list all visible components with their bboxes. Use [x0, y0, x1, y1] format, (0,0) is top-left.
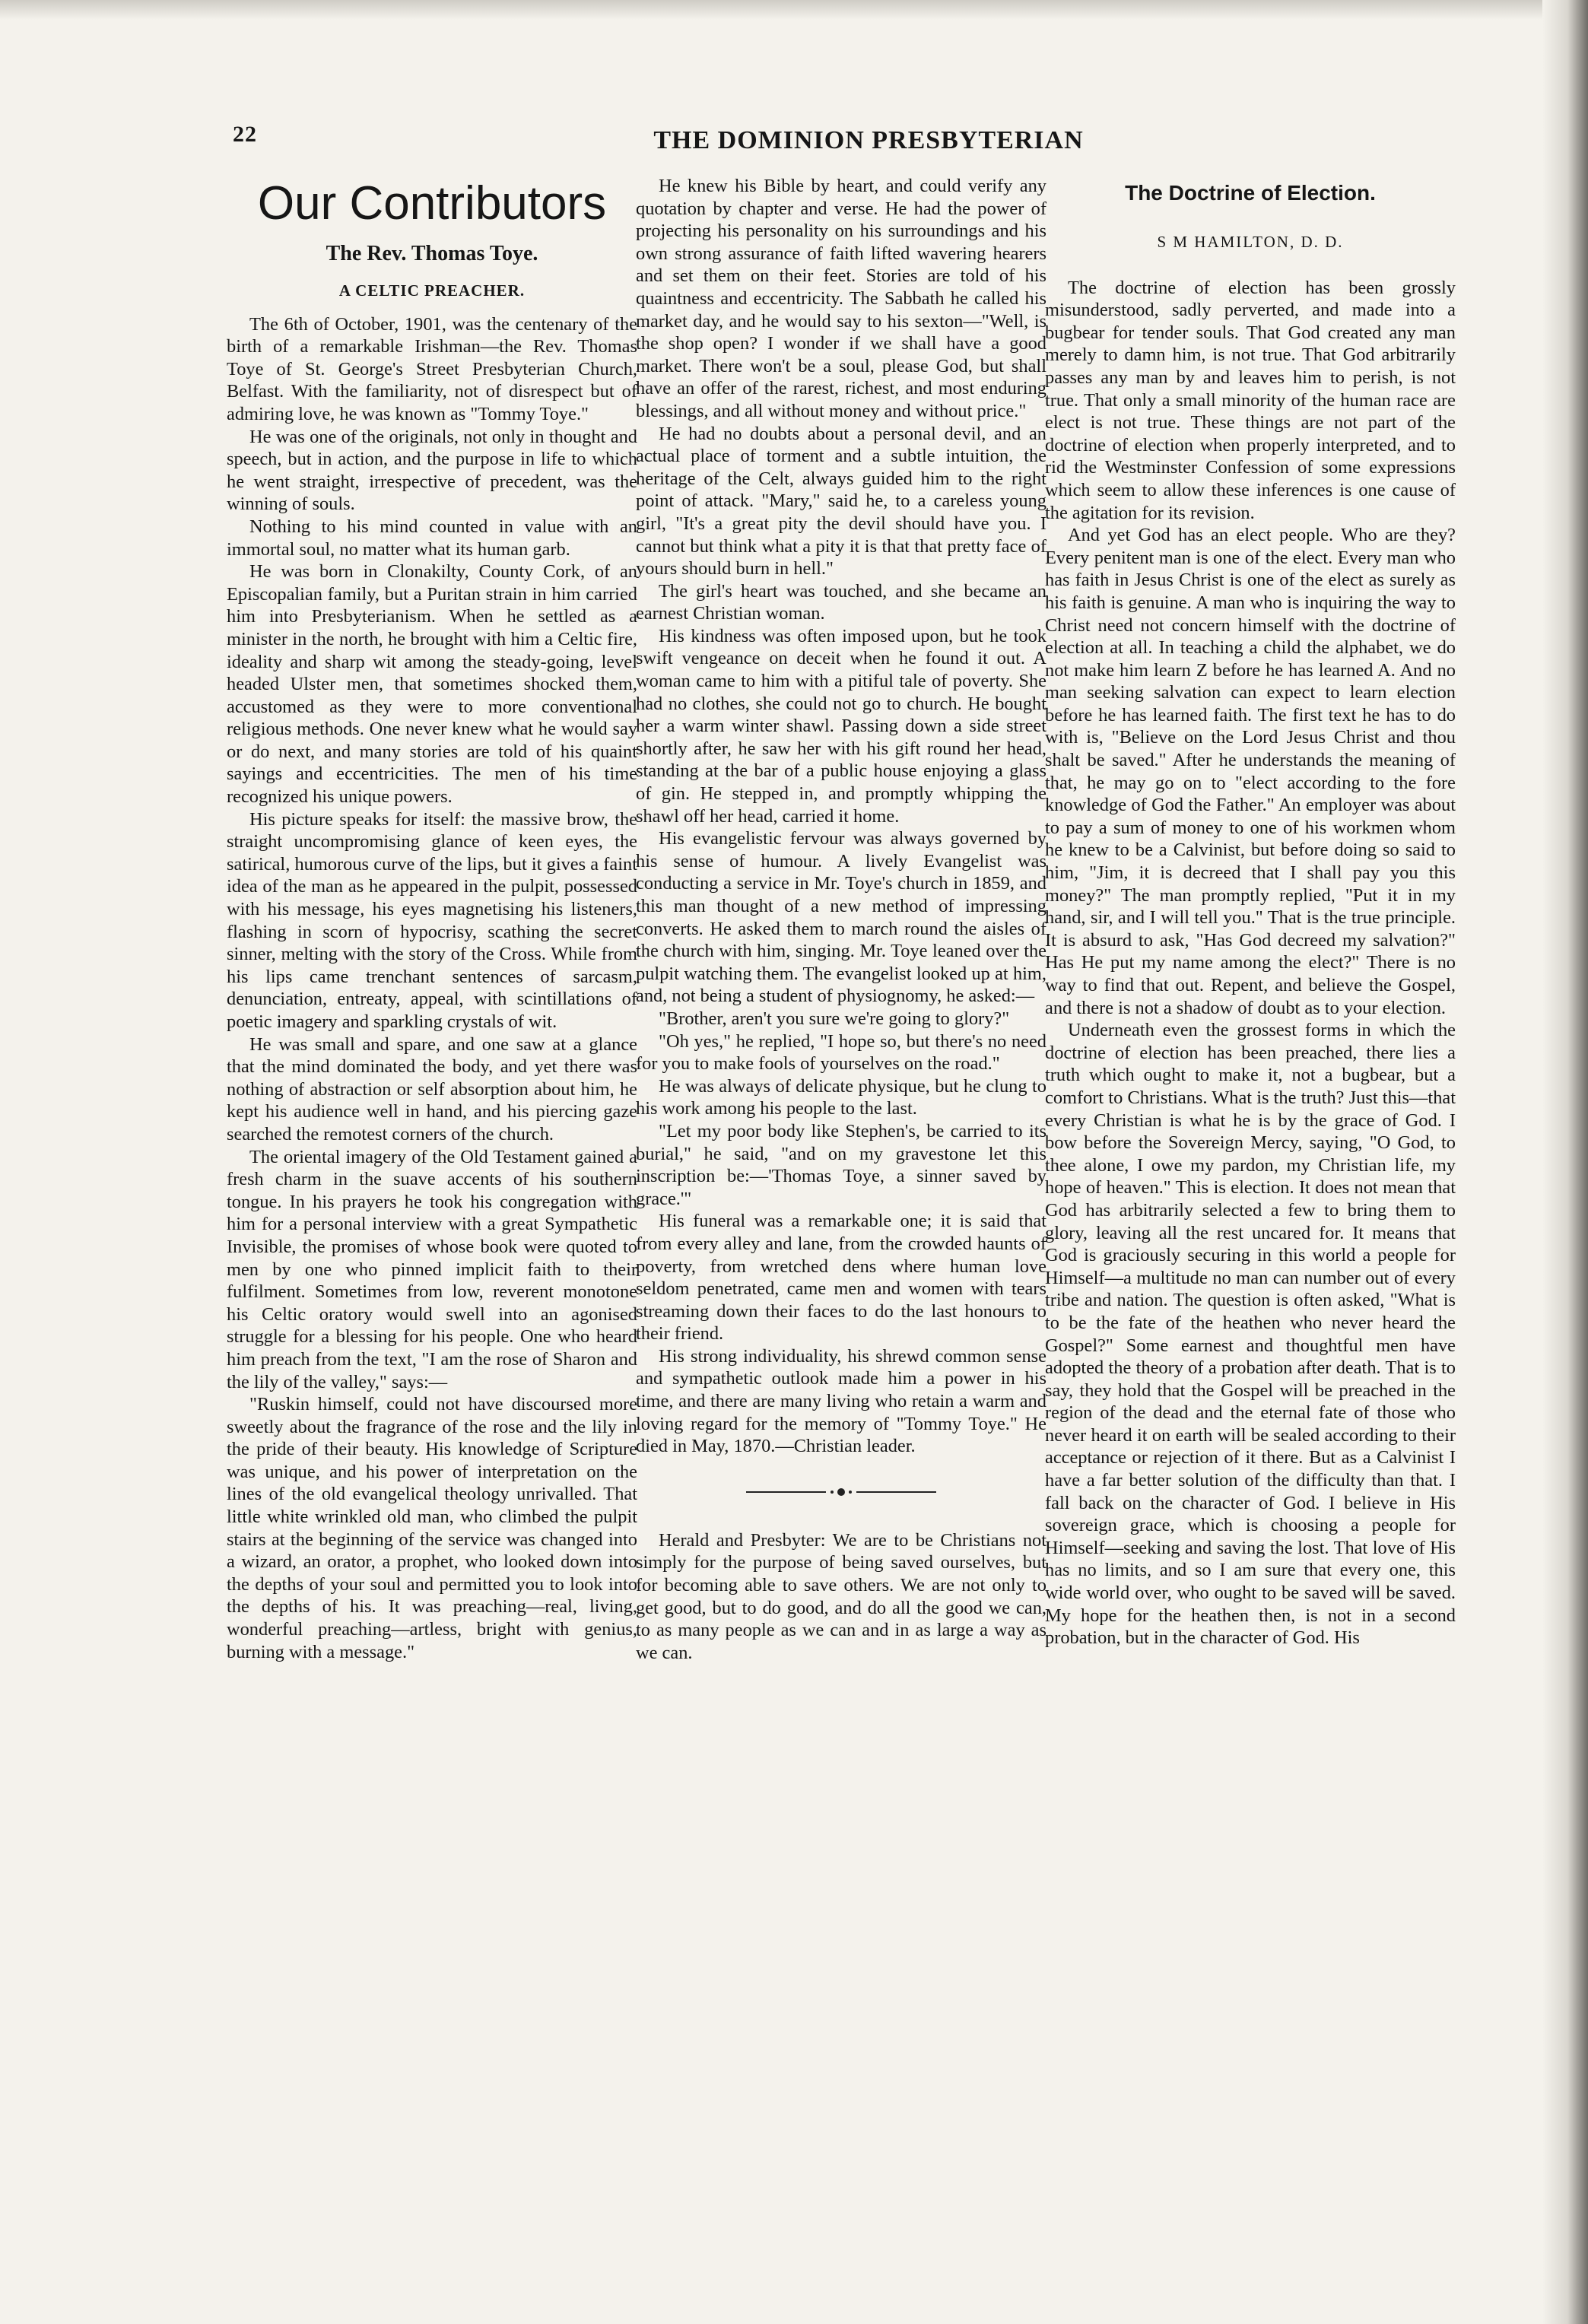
- paragraph: His picture speaks for itself: the massive brow, the straight uncompromising glance of keen eyes, the satirical, humorous curve of the lips, but it gives a faint idea of the man as he appeared in the pulpit, possessed with his message, his eyes magnetising his listeners, flashing in scorn of hypocrisy, scathing the secret sinner, melting with the story of the Cross. While from his lips came trenchant sentences of sarcasm, denunciation, entreaty, appeal, with scintillations of poetic imagery and sparkling crystals of wit.: [227, 808, 637, 1032]
- paragraph: His funeral was a remarkable one; it is said that from every alley and lane, from the crowded haunts of poverty, from wretched dens where human love seldom penetrated, came men and women with tears streaming down their faces to do the last honours to their friend.: [636, 1211, 1046, 1345]
- column-2: [636, 175, 1046, 2259]
- paragraph: He was always of delicate physique, but he clung to his work among his people to the last.: [636, 1075, 1046, 1119]
- paragraph: The doctrine of election has been grossly misunderstood, sadly perverted, and made into a bugbear for tender souls. That God created any man merely to damn him, is not true. That God arbitrarily passes any man by and leaves him to perish, is not true. That only a small minority of the human race are elect is not true. These things are not part of the doctrine of election when properly interpreted, and to rid the Westminster Confession of some expressions which seem to allow these inferences is one cause of the agitation for its revision.: [1045, 277, 1456, 523]
- paragraph: "Oh yes," he replied, "I hope so, but there's no need for you to make fools of yourselves on the road.": [636, 1030, 1046, 1075]
- paragraph: Underneath even the grossest forms in which the doctrine of election has been preached, there lies a truth which ought to make it, not a bugbear, but a comfort to Christians. What is the truth? Just this—that every Christian is what he is by the grace of God. I bow before the Sovereign Mercy, saying, "O God, to thee alone, I owe my pardon, my Christian life, my hope of heaven." This is election. It does not mean that God has arbitrarily selected a few to bring them to glory, leaving all the rest uncared for. It means that God is graciously securing in this world a people for Himself—a multitude no man can number out of every tribe and nation. The question is often asked, "What is to be the fate of the heathen who never heard the Gospel?" Some earnest and thoughtful men have adopted the theory of a probation after death. That is to say, they hold that the Gospel will be preached in the region of the dead and the eternal fate of those who never heard it on earth will be sealed according to their acceptance or rejection of it there. But as a Calvinist I have a far better solution of the difficulty than that. I fall back on the character of God. I believe in His sovereign grace, which is choosing a people for Himself—seeking and saving the lost. That love of His has no limits, and so I am sure that every one, this wide world over, who ought to be saved will be saved. My hope for the heathen then, is not in a second probation, but in the character of God. His: [1045, 1020, 1456, 1649]
- page-number: 22: [233, 122, 257, 147]
- column-1: [227, 175, 637, 2259]
- paragraph: His evangelistic fervour was always governed by his sense of humour. A lively Evangelist was conducting a service in Mr. Toye's church in 1859, and this man thought of a new method of impressing converts. He asked them to march round the aisles of the church with him, singing. Mr. Toye leaned over the pulpit watching them. The evangelist looked up at him, and, not being a student of physiognomy, he asked:—: [636, 828, 1046, 1007]
- article-subhead: A CELTIC PREACHER.: [338, 281, 526, 300]
- paragraph: The 6th of October, 1901, was the centenary of the birth of a remarkable Irishman—the Rev. Thomas Toye of St. George's Street Presbyterian Church, Belfast. With the familiarity, not of disrespect but of admiring love, he was known as "Tommy Toye.": [227, 313, 637, 424]
- article-byline: S M HAMILTON, D. D.: [1157, 233, 1344, 251]
- ornamental-divider: [746, 1485, 936, 1499]
- paragraph: Herald and Presbyter: We are to be Christians not simply for the purpose of being saved ourselves, but for becoming able to save others. We are not only to get good, but to do good, and do all the good we can, to as many people as we can and in as large a way as we can.: [636, 1529, 1046, 1663]
- paragraph: He was born in Clonakilty, County Cork, of an Episcopalian family, but a Puritan strain in him carried him into Presbyterianism. When he settled as a minister in the north, he brought with him a Celtic fire, ideality and sharp wit among the steady-going, level headed Ulster men, that sometimes shocked them, accustomed as they were to more conventional religious methods. One never knew what he would say or do next, and many stories are told of his quaint sayings and eccentricities. The men of his time recognized his unique powers.: [227, 561, 637, 808]
- paragraph: "Let my poor body like Stephen's, be carried to its burial," he said, "and on my gravestone let this inscription be:—'Thomas Toye, a sinner saved by grace.'": [636, 1120, 1046, 1209]
- paragraph: His strong individuality, his shrewd common sense and sympathetic outlook made him a power in his time, and there are many living who retain a warm and loving regard for the memory of "Tommy Toye." He died in May, 1870.—Christian leader.: [636, 1345, 1046, 1457]
- paragraph: The oriental imagery of the Old Testament gained a fresh charm in the suave accents of his southern tongue. In his prayers he took his congregation with him for a personal interview with a great Sympathetic Invisible, the promises of whose book were quoted to men by one who pinned implicit faith to their fulfilment. Sometimes from low, reverent monotone his Celtic oratory would swell into an agonised struggle for a blessing for his people. One who heard him preach from the text, "I am the rose of Sharon and the lily of the valley," says:—: [227, 1146, 637, 1392]
- paragraph: "Brother, aren't you sure we're going to glory?": [659, 1008, 1010, 1029]
- column-3: [1045, 175, 1456, 2259]
- paragraph: The girl's heart was touched, and she became an earnest Christian woman.: [636, 580, 1046, 624]
- section-title: Our Contributors: [257, 177, 607, 230]
- running-head: THE DOMINION PRESBYTERIAN: [653, 126, 1084, 154]
- paragraph: He had no doubts about a personal devil, and an actual place of torment and a subtle intuition, the heritage of the Celt, always guided him to the right point of attack. "Mary," said he, to a careless young girl, "It's a great pity the devil should have you. I cannot but think what a pity it is that that pretty face of yours should burn in hell.": [636, 423, 1046, 579]
- paragraph: He knew his Bible by heart, and could verify any quotation by chapter and verse. He had the power of projecting his personality on his surroundings and his own strong assurance of faith lifted wavering hearers and set them on their feet. Stories are told of his quaintness and eccentricity. The Sabbath he called his market day, and he would say to his sexton—"Well, is the shop open? I wonder if we shall have a good market. There won't be a soul, please God, but shall have an offer of the rarest, richest, and most enduring blessings, and all without money and without price.": [636, 176, 1046, 421]
- paragraph: He was small and spare, and one saw at a glance that the mind dominated the body, and yet there was nothing of abstraction or self absorption about him, he kept his audience well in hand, and his piercing gaze searched the remotest corners of the church.: [227, 1033, 637, 1145]
- paragraph: Nothing to his mind counted in value with an immortal soul, no matter what its human garb.: [227, 516, 637, 560]
- paragraph: "Ruskin himself, could not have discoursed more sweetly about the fragrance of the rose and the lily in the pride of their beauty. His knowledge of Scripture was unique, and his power of interpretation on the lines of the old evangelical theology unrivalled. That little white wrinkled old man, who climbed the pulpit stairs at the beginning of the service was changed into a wizard, an orator, a prophet, who looked down into the depths of your soul and permitted you to look into the depths of his. It was preaching—real, living, wonderful preaching—artless, bright with genius, burning with a message.": [227, 1394, 637, 1662]
- paragraph: And yet God has an elect people. Who are they? Every penitent man is one of the elect. Every man who has faith in Jesus Christ is one of the elect as surely as his faith is genuine. A man who is inquiring the way to Christ need not concern himself with the doctrine of election at all. In teaching a child the alphabet, we do not make him learn Z before he has learned A. And no man seeking salvation can expect to learn election before he has learned faith. The first text he has to do with is, "Believe on the Lord Jesus Christ and thou shalt be saved." After he understands the meaning of that, he may go on to "elect according to the fore knowledge of God the Father." An employer was about to pay a sum of money to one of his workmen whom he knew to be a Calvinist, but before doing so said to him, "Jim, it is decreed that I shall pay you this money?" The man promptly replied, "Put it in my hand, sir, and I will tell you." That is the true principle. It is absurd to ask, "Has God decreed my salvation?" Has He put my name among the elect?" There is no way to find that out. Repent, and believe the Gospel, and there is not a shadow of doubt as to your election.: [1045, 525, 1456, 1018]
- article-title: The Doctrine of Election.: [1125, 181, 1376, 205]
- article-author-line: The Rev. Thomas Toye.: [326, 242, 538, 265]
- paragraph: He was one of the originals, not only in thought and speech, but in action, and the purpose in life to which he went straight, irrespective of precedent, was the winning of souls.: [227, 426, 637, 515]
- paragraph: His kindness was often imposed upon, but he took swift vengeance on deceit when he found it out. A woman came to him with a pitiful tale of poverty. She had no clothes, she could not go to church. He bought her a warm winter shawl. Passing down a side street shortly after, he saw her with his gift round her head, standing at the bar of a public house enjoying a glass of gin. He stepped in, and promptly whipping the shawl off her head, carried it home.: [636, 625, 1046, 827]
